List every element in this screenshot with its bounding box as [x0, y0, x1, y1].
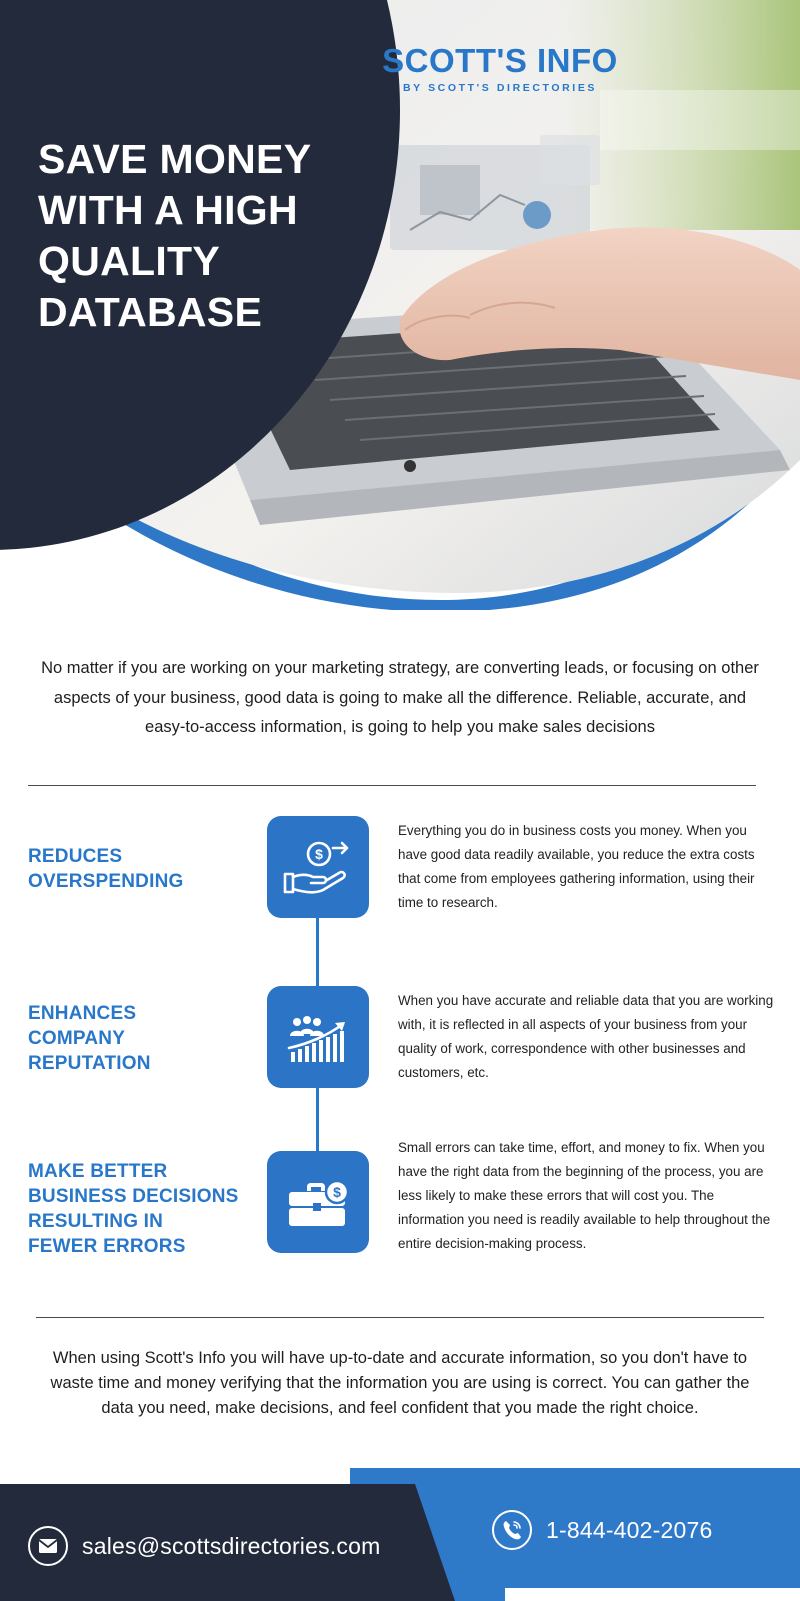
hand-money-icon — [267, 816, 369, 918]
phone-contact[interactable] — [492, 1508, 712, 1552]
section-divider — [28, 785, 756, 786]
hero-section — [0, 0, 800, 610]
benefit-title-line: OVERSPENDING — [28, 871, 184, 892]
benefit-description: Small errors can take time, effort, and money to fix. When you have the right data from the beginning of the process, you are less likely to make these errors that will cost you. The information you need is readily available to help throughout the entire decision-making process. — [398, 1140, 771, 1251]
benefit-title-line: REDUCES — [28, 846, 123, 867]
intro-paragraph: No matter if you are working on your marketing strategy, are converting leads, or focusing on other aspects of your business, good data is going to make all the difference. Reliable, accurate, and easy-to-access information, is going to help you make sales decisions — [41, 659, 759, 736]
benefit-title-enhances-reputation — [28, 1001, 258, 1076]
brand-tagline: BY SCOTT'S DIRECTORIES — [402, 82, 598, 94]
benefit-title-line: COMPANY — [28, 1028, 126, 1049]
benefit-title-line: BUSINESS DECISIONS — [28, 1186, 239, 1207]
benefit-title-line: FEWER ERRORS — [28, 1236, 186, 1257]
closing-paragraph: When using Scott's Info you will have up-to-date and accurate information, so you don't have to waste time and money verifying that the information you are using is correct. You can gather the data you need, make decisions, and feel confident that you made the right choice. — [50, 1349, 750, 1417]
benefit-title-line: MAKE BETTER — [28, 1161, 168, 1182]
title-line: DATABASE — [38, 289, 263, 335]
title-line: QUALITY — [38, 238, 221, 284]
phone-number[interactable]: 1-844-402-2076 — [546, 1516, 713, 1543]
benefit-title-line: ENHANCES — [28, 1003, 137, 1024]
email-contact[interactable] — [28, 1524, 380, 1568]
benefit-title-reduces-overspending — [28, 844, 258, 894]
svg-text:$: $ — [333, 1184, 341, 1200]
brand-name: SCOTT'S INFO — [382, 42, 618, 79]
email-link[interactable]: sales@scottsdirectories.com — [82, 1532, 381, 1559]
page-title — [38, 134, 378, 338]
benefit-description: When you have accurate and reliable data that you are working with, it is reflected in all aspects of your business from your quality of work, correspondence with other businesses and customers, etc. — [398, 993, 774, 1080]
envelope-icon — [28, 1526, 68, 1566]
briefcase-dollar-icon — [267, 1151, 369, 1253]
benefit-title-line: REPUTATION — [28, 1053, 151, 1074]
growth-chart-people-icon — [267, 986, 369, 1088]
svg-text:$: $ — [315, 846, 323, 862]
brand-logo — [380, 44, 620, 94]
title-line: WITH A HIGH — [38, 187, 298, 233]
benefit-title-line: RESULTING IN — [28, 1211, 164, 1232]
phone-icon — [492, 1510, 532, 1550]
benefit-title-better-decisions — [28, 1159, 258, 1259]
section-divider — [36, 1317, 764, 1318]
contact-footer — [0, 1468, 800, 1601]
benefit-description: Everything you do in business costs you money. When you have good data readily available, you reduce the extra costs that come from employees gathering information, using their time to research. — [398, 823, 755, 910]
title-line: SAVE MONEY — [38, 136, 312, 182]
